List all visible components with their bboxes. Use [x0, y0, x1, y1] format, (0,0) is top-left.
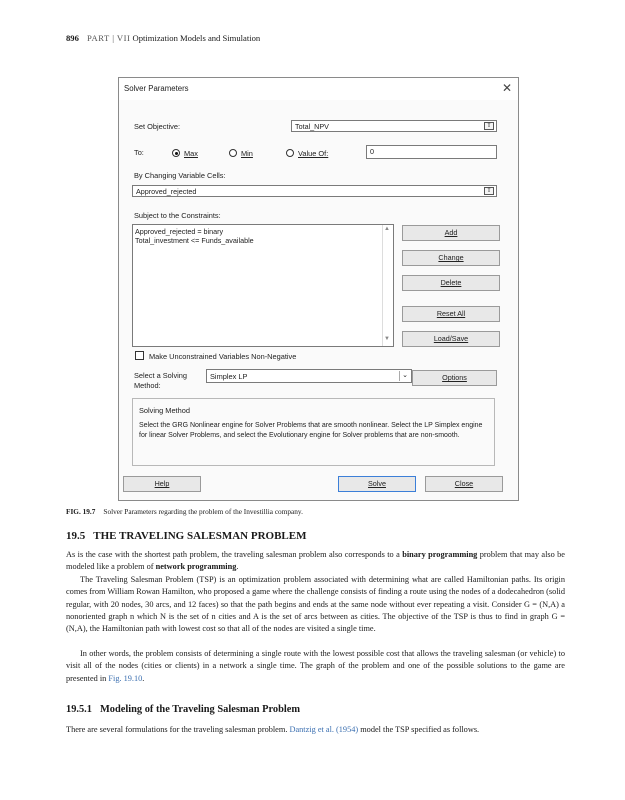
changing-cells-value: Approved_rejected [136, 187, 197, 196]
paragraph-3 [66, 648, 565, 685]
solving-method-select[interactable] [206, 369, 412, 383]
figure-label: FIG. 19.7 [66, 507, 96, 516]
part-label: PART | VII [87, 33, 131, 43]
change-button[interactable]: Change [402, 250, 500, 266]
citation-link[interactable]: Dantzig et al. (1954) [289, 725, 359, 734]
changing-cells-label: By Changing Variable Cells: [134, 171, 226, 180]
solving-method-value: Simplex LP [210, 372, 248, 381]
p1-text-c: problem that may also be modeled like a problem of [66, 550, 565, 572]
solve-button[interactable]: Solve [338, 476, 416, 492]
dialog-titlebar [119, 78, 518, 100]
chevron-down-icon[interactable]: ⌄ [399, 371, 410, 381]
p1-text-e: . [236, 562, 239, 572]
paragraph-4 [66, 724, 565, 736]
p1-bold-binary: binary programming [402, 550, 478, 559]
objective-field[interactable] [291, 120, 497, 132]
p1-bold-network: network programming [155, 562, 237, 572]
p1-text-a: As is the case with the shortest path problem, the traveling salesman problem also corresponds to a [66, 550, 403, 559]
paragraph-2 [66, 574, 565, 635]
set-objective-label: Set Objective: [134, 122, 181, 131]
scroll-down-icon[interactable]: ▼ [384, 336, 390, 342]
to-label: To: [134, 148, 144, 157]
add-button[interactable]: Add [402, 225, 500, 241]
solving-method-label: Select a Solving [134, 371, 187, 380]
constraints-label: Subject to the Constraints: [134, 211, 221, 220]
close-button[interactable]: Close [425, 476, 503, 492]
min-radio[interactable] [229, 149, 237, 157]
collapse-ref-icon[interactable]: ⇧ [484, 187, 494, 195]
dialog-title: Solver Parameters [124, 84, 189, 93]
subsection-title: Modeling of the Traveling Salesman Problem [99, 704, 300, 715]
figure-link[interactable]: Fig. 19.10 [108, 673, 143, 683]
method-box-text: Select the GRG Nonlinear engine for Solver Problems that are smooth nonlinear. Select the LP Simplex engine for linear Solver Problems, and select the Evolutionary engine for Solver problems that are non-smooth. [139, 422, 483, 439]
changing-cells-field[interactable] [132, 185, 497, 197]
section-number: 19.5 [66, 530, 86, 542]
constraints-scrollbar[interactable] [382, 225, 393, 346]
help-button[interactable]: Help [123, 476, 201, 492]
value-of-label: Value Of: [298, 149, 329, 158]
constraints-list[interactable] [132, 224, 394, 347]
p3-text-a: In other words, the problem consists of determining a single route with the lowest possible cost that allows the traveling salesman (or vehicle) to visit all of the nodes (cities or clients) in a network a single time. The graph of the problem and one of the possible solutions to the game are presented in [66, 649, 565, 683]
solving-method-label-2: Method: [134, 381, 161, 390]
close-icon[interactable]: ✕ [501, 81, 512, 95]
value-of-value: 0 [370, 147, 374, 156]
running-header [66, 33, 260, 43]
section-heading [66, 530, 306, 542]
value-of-input[interactable] [366, 145, 497, 159]
options-button[interactable]: Options [412, 370, 497, 386]
method-box-title: Solving Method [139, 406, 190, 415]
nonneg-label: Make Unconstrained Variables Non-Negative [149, 352, 297, 361]
solving-method-group [132, 398, 495, 466]
caption-text: Solver Parameters regarding the problem of the Investillia company. [103, 507, 303, 516]
scroll-up-icon[interactable]: ▲ [384, 226, 390, 232]
header-title: Optimization Models and Simulation [132, 33, 261, 43]
solver-parameters-dialog [118, 77, 519, 501]
value-of-radio[interactable] [286, 149, 294, 157]
nonneg-checkbox[interactable] [135, 351, 144, 360]
objective-value: Total_NPV [295, 122, 329, 131]
section-title: THE TRAVELING SALESMAN PROBLEM [93, 530, 307, 542]
subsection-heading [66, 704, 300, 715]
list-item[interactable]: Approved_rejected = binary [135, 227, 224, 236]
collapse-ref-icon[interactable]: ⇧ [484, 122, 494, 130]
page-number: 896 [66, 33, 79, 43]
paragraph-1 [66, 549, 565, 574]
reset-all-button[interactable]: Reset All [402, 306, 500, 322]
min-label: Min [241, 149, 253, 158]
p3-text-c: . [142, 673, 145, 683]
list-item[interactable]: Total_investment <= Funds_available [135, 236, 254, 245]
max-radio[interactable] [172, 149, 180, 157]
load-save-button[interactable]: Load/Save [402, 331, 500, 347]
figure-caption [66, 507, 303, 516]
subsection-number: 19.5.1 [66, 704, 92, 715]
p2-text: The Traveling Salesman Problem (TSP) is an optimization problem associated with determining what are called Hamiltonian paths. Its origin comes from William Rowan Hamilton, who proposed a game where the challenge consists of finding a route using the nodes of a dodecahedron (solid regular, with 20 nodes, 30 arcs, and 12 faces) so that the path begins and ends at the same node without ever repeating a visit. Consider G = (N,A) a nonoriented graph n which N is the set of n cities and A is the set of arcs between as cities. The objective of the TSP is thus to find in graph G = (N,A), the Hamiltonian path with lowest cost so that all of the nodes are visited a single time. [66, 575, 565, 634]
p4-text-c: model the TSP specified as follows. [358, 725, 480, 734]
max-label: Max [184, 149, 198, 158]
p4-text-a: There are several formulations for the traveling salesman problem. [66, 725, 290, 734]
delete-button[interactable]: Delete [402, 275, 500, 291]
